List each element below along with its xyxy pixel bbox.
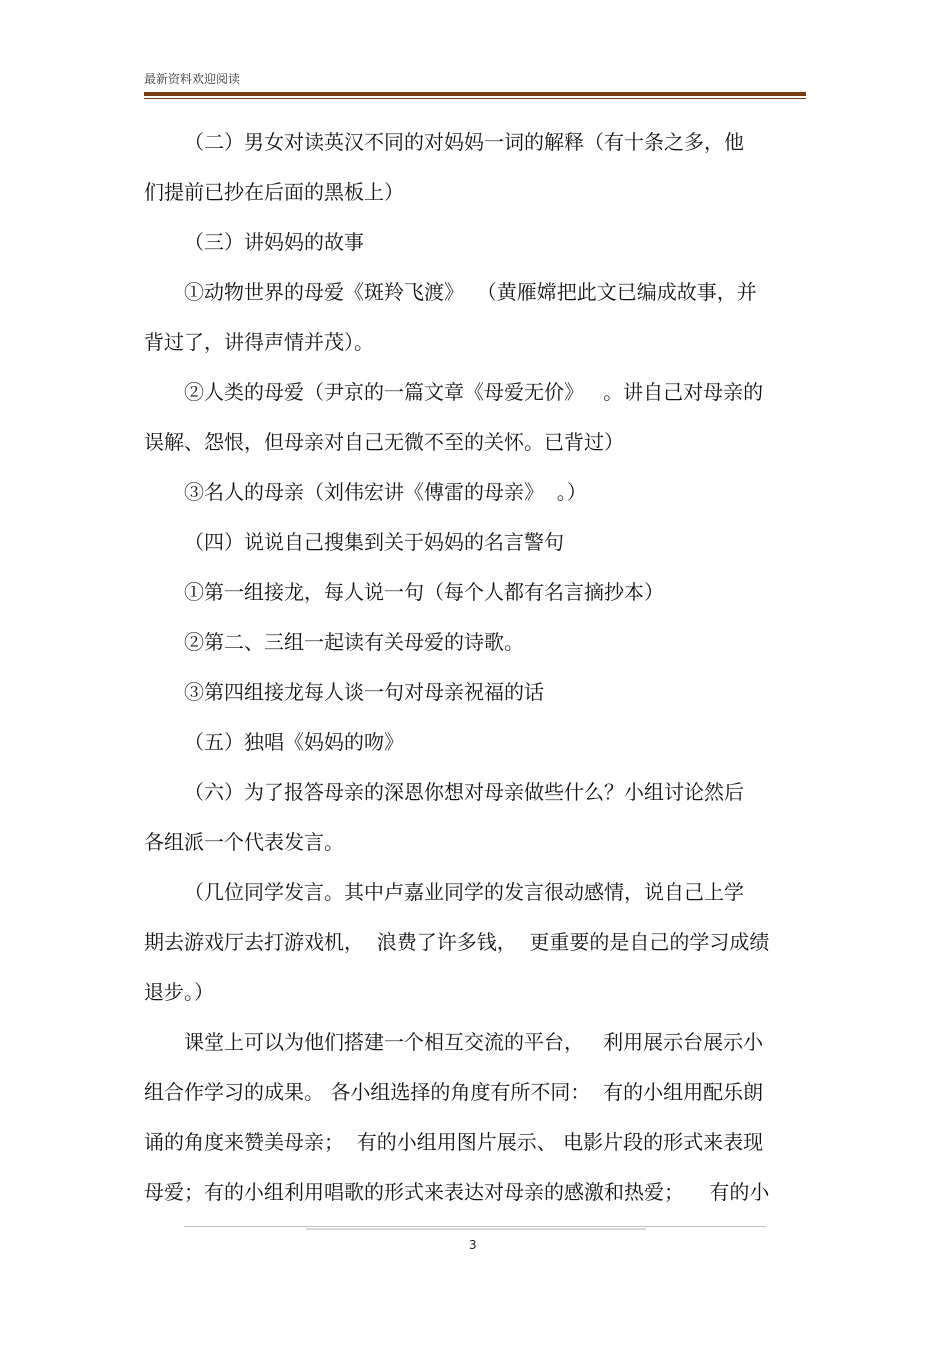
text-line: 母爱；有的小组利用唱歌的形式来表达对母亲的感激和热爱； 有的小 [144, 1180, 770, 1204]
running-header: 最新资料欢迎阅读 [144, 72, 241, 86]
text-line: ③第四组接龙每人谈一句对母亲祝福的话 [184, 680, 544, 704]
footer-rule [184, 1226, 766, 1227]
text-line: ③名人的母亲（刘伟宏讲《傅雷的母亲》 。） [184, 480, 587, 504]
text-line: 各组派一个代表发言。 [144, 830, 344, 854]
text-line: （二）男女对读英汉不同的对妈妈一词的解释（有十条之多，他 [184, 130, 744, 154]
text-line: ①第一组接龙，每人说一句（每个人都有名言摘抄本） [184, 580, 664, 604]
text-line: （三）讲妈妈的故事 [184, 230, 364, 254]
text-line: ②人类的母爱（尹京的一篇文章《母爱无价》 。讲自己对母亲的 [184, 380, 764, 404]
header-rule-thin [144, 98, 806, 99]
footer-rule-shadow [306, 1228, 646, 1230]
text-line: ①动物世界的母爱《斑羚飞渡》 （黄雁嫦把此文已编成故事，并 [184, 280, 757, 304]
text-line: 期去游戏厅去打游戏机， 浪费了许多钱， 更重要的是自己的学习成绩 [144, 930, 770, 954]
text-line: （四）说说自己搜集到关于妈妈的名言警句 [184, 530, 564, 554]
text-line: 课堂上可以为他们搭建一个相互交流的平台， 利用展示台展示小 [184, 1030, 764, 1054]
text-line: （五）独唱《妈妈的吻》 [184, 730, 404, 754]
text-line: 误解、怨恨，但母亲对自己无微不至的关怀。已背过） [144, 430, 624, 454]
text-line: 背过了，讲得声情并茂）。 [144, 330, 374, 354]
header-rule-thick [144, 92, 806, 96]
text-line: 退步。） [144, 980, 214, 1004]
text-line: 们提前已抄在后面的黑板上） [144, 180, 404, 204]
text-line: （六）为了报答母亲的深恩你想对母亲做些什么？小组讨论然后 [184, 780, 744, 804]
text-line: （几位同学发言。其中卢嘉业同学的发言很动感情，说自己上学 [184, 880, 744, 904]
text-line: 诵的角度来赞美母亲； 有的小组用图片展示、 电影片段的形式来表现 [144, 1130, 764, 1154]
page-number: 3 [469, 1238, 477, 1252]
text-line: 组合作学习的成果。 各小组选择的角度有所不同： 有的小组用配乐朗 [144, 1080, 764, 1104]
text-line: ②第二、三组一起读有关母爱的诗歌。 [184, 630, 524, 654]
